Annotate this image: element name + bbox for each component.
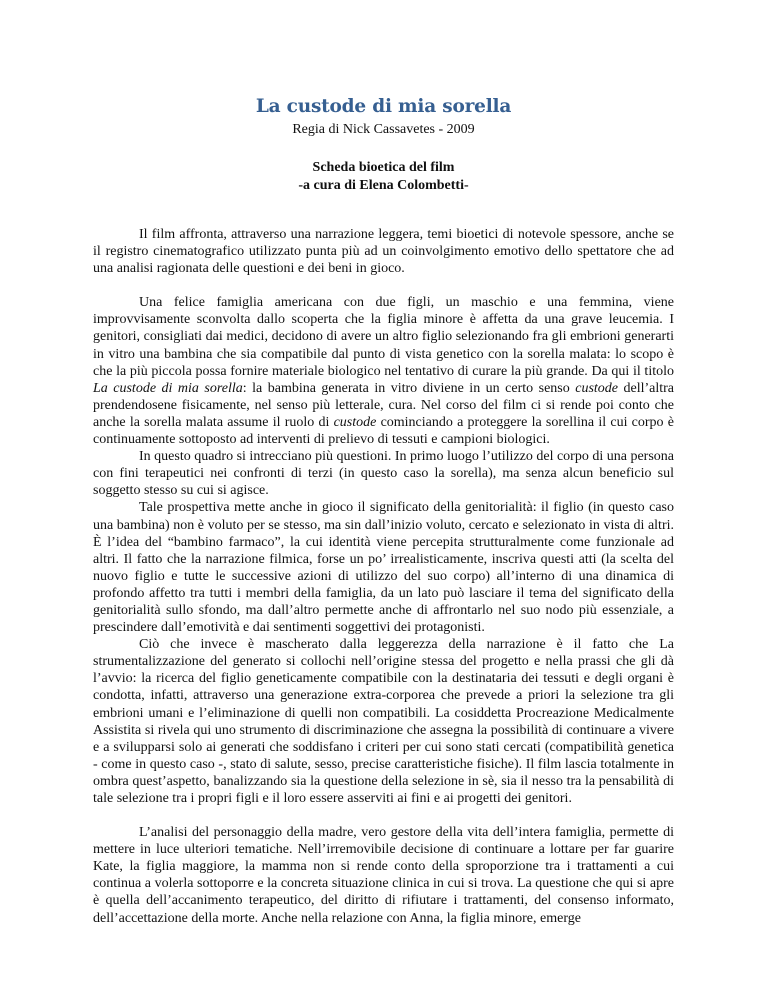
paragraph-3: In questo quadro si intrecciano più questioni. In primo luogo l’utilizzo del corpo di una persona con fini terapeutici nei confronti di terzi (in questo caso la sorella), ma senza alcun beneficio sul soggetto stesso su cui si agisce. [93,449,674,499]
paragraph-2 [93,294,674,448]
paragraph-2-custode-2: custode [333,414,377,430]
document-title: La custode di mia sorella [255,96,512,117]
paragraph-5: Ciò che invece è mascherato dalla leggerezza della narrazione è il fatto che La strumentalizzazione del generato si collochi nell’origine stessa del progetto e nella prassi che gli dà l’avvio: la ricerca del figlio geneticamente compatibile con la destinataria dei tessuti e degli organi è condotta, infatti, attraverso una generazione extra-corporea che prevede a priori la selezione tra gli embrioni umani e l’eliminazione di quelli non compatibili. La cosiddetta Procreazione Medicalmente Assistita si rivela qui uno strumento di discriminazione che assegna la possibilità di continuare a vivere e a svilupparsi solo ai generati che soddisfano i criteri per cui sono stati cercati (compatibilità genetica - come in questo caso -, stato di salute, sesso, precise caratteristiche fisiche). Il film lascia totalmente in ombra quest’aspetto, banalizzando sia la questione della selezione in sè, sia il nesso tra la pensabilità di tale selezione tra i propri figli e il loro essere asserviti ai fini e ai progetti dei genitori. [93,637,674,806]
paragraph-2-film-title: La custode di mia sorella [93,380,243,396]
document-subtitle: Regia di Nick Cassavetes - 2009 [292,122,475,137]
paragraph-4: Tale prospettiva mette anche in gioco il significato della genitorialità: il figlio (in questo caso una bambina) non è voluto per se stesso, ma sin dall’inizio voluto, cercato e selezionato in vista di altri. È l’idea del “bambino farmaco”, la cui identità viene percepita strutturalmente come funzionale ad altri. Il fatto che la narrazione filmica, forse un po’ irrealisticamente, inscriva questi atti (la scelta del nuovo figlio e tutte le successive azioni di utilizzo del suo corpo) all’interno di una dinamica di profondo affetto tra tutti i membri della famiglia, da un lato può lasciare il tema del significato della genitorialità sullo sfondo, ma dall’altro permette anche di affrontarlo nel suo nodo più essenziale, a prescindere dall’emotività e dai sentimenti soggettivi dei protagonisti. [93,500,674,636]
paragraph-2-text-a: Una felice famiglia americana con due figli, un maschio e una femmina, viene improvvisamente sconvolta dallo scoperta che la figlia minore è affetta da una grave leucemia. I genitori, consigliati dai medici, decidono di avere un altro figlio selezionando fra gli embrioni generarti in vitro una bambina che sia compatibile dal punto di vista genetico con la sorella malata: lo scopo è che la più piccola possa fornire materiale biologico nel tentativo di curare la più grande. Da qui il titolo [93,295,674,379]
paragraph-1: Il film affronta, attraverso una narrazione leggera, temi bioetici di notevole spessore, anche se il registro cinematografico utilizzato punta più ad un coinvolgimento emotivo dello spettatore che ad una analisi ragionata delle questioni e dei beni in gioco. [93,227,674,277]
paragraph-2-custode-1: custode [575,380,618,396]
document-section-heading: Scheda bioetica del film [312,160,455,175]
paragraph-2-text-c: dell’altra prendendosene fisicamente, nel senso più letterale, cura. Nel corso del film ci si rende poi conto che anche la sorella malata assume il ruolo di [93,380,675,430]
document-author: -a cura di Elena Colombetti- [298,178,469,193]
document-body [93,226,674,927]
paragraph-2-text-d: cominciando a proteggere la sorellina il cui corpo è continuamente sottoposto ad interventi di prelievo di tessuti e campioni biologici. [93,414,674,448]
paragraph-2-text-b: : la bambina generata in vitro diviene in un certo senso [242,380,576,396]
paragraph-6: L’analisi del personaggio della madre, vero gestore della vita dell’intera famiglia, permette di mettere in luce ulteriori tematiche. Nell’irremovibile decisione di continuare a lottare per far guarire Kate, la figlia maggiore, la mamma non si rende conto della sproporzione tra i trattamenti a cui continua a volerla sottoporre e la concreta situazione clinica in cui si trova. La questione che qui si apre è quella dell’accanimento terapeutico, del diritto di rifiutare i trattamenti, del consenso informato, dell’accettazione della morte. Anche nella relazione con Anna, la figlia minore, emerge [93,825,674,926]
